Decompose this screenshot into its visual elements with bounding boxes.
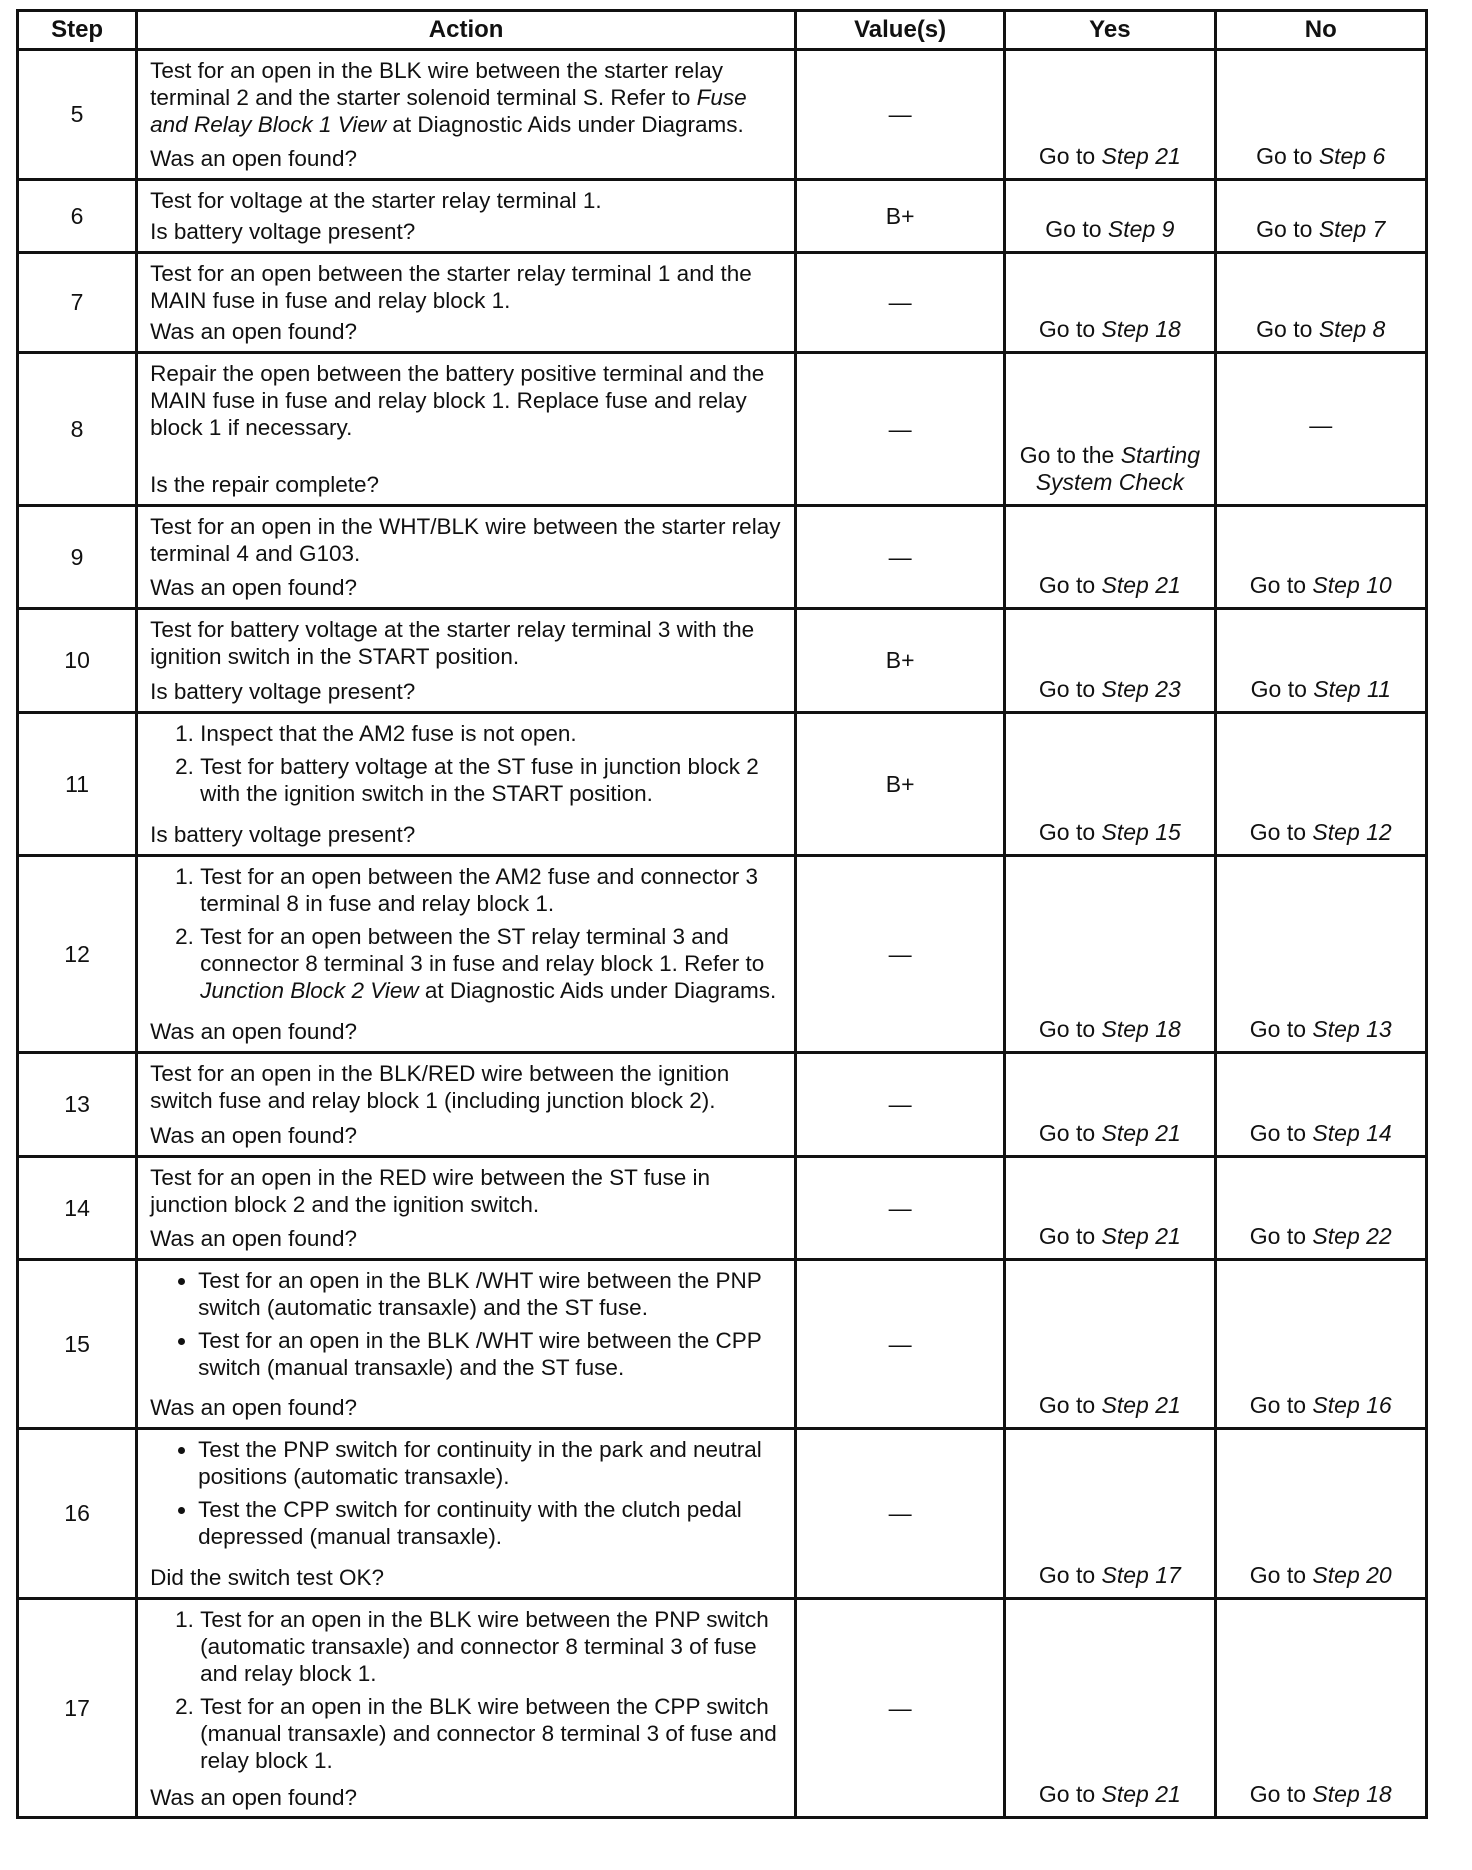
action-cell xyxy=(137,1157,796,1260)
value-cell: — xyxy=(796,1053,1005,1157)
yes-step-link[interactable]: Step 18 xyxy=(1101,316,1181,342)
yes-prefix: Go to xyxy=(1038,1120,1102,1146)
action-content xyxy=(138,354,794,504)
value-cell: — xyxy=(796,1157,1005,1260)
yes-cell xyxy=(1005,1053,1215,1157)
yes-step-link[interactable]: Step 21 xyxy=(1101,1781,1181,1807)
yes-prefix: Go to xyxy=(1038,316,1102,342)
yes-step-link[interactable]: Step 21 xyxy=(1101,1223,1181,1249)
table-row xyxy=(18,1599,1427,1818)
list-item xyxy=(200,863,786,917)
action-question: Did the switch test OK? xyxy=(150,1565,385,1590)
no-cell xyxy=(1215,253,1427,353)
no-cell xyxy=(1215,1599,1427,1818)
no-prefix: Go to xyxy=(1256,143,1319,169)
action-content xyxy=(138,610,794,711)
table-row xyxy=(18,1053,1427,1157)
action-question: Was an open found? xyxy=(150,1785,357,1810)
step-number: 5 xyxy=(18,50,137,180)
yes-step-link[interactable]: Step 21 xyxy=(1101,143,1181,169)
action-text: Test for battery voltage at the starter relay terminal 3 with the ignition switch in the START position. xyxy=(150,617,755,669)
step-number: 9 xyxy=(18,506,137,609)
list-item xyxy=(198,1496,786,1550)
step-number: 13 xyxy=(18,1053,137,1157)
yes-cell xyxy=(1005,353,1215,506)
value-cell: B+ xyxy=(796,180,1005,253)
no-step-link[interactable]: Step 14 xyxy=(1312,1120,1392,1146)
yes-step-link[interactable]: Step 23 xyxy=(1101,676,1181,702)
no-step-link[interactable]: Step 8 xyxy=(1318,316,1386,342)
action-text: Test for an open in the BLK wire between the CPP switch (manual transaxle) and connector 8 terminal 3 of fuse and relay block 1. xyxy=(200,1694,777,1773)
action-content xyxy=(138,1430,794,1597)
no-cell xyxy=(1215,1429,1427,1599)
no-dash: — xyxy=(1309,411,1333,438)
value-cell: — xyxy=(796,1429,1005,1599)
action-cell xyxy=(137,1599,796,1818)
action-text: Inspect that the AM2 fuse is not open. xyxy=(200,721,577,746)
no-step-link[interactable]: Step 12 xyxy=(1312,819,1392,845)
action-cell xyxy=(137,856,796,1053)
action-text: Test for voltage at the starter relay terminal 1. xyxy=(150,188,602,213)
action-text: Test for an open between the AM2 fuse and connector 3 terminal 8 in fuse and relay block 1. xyxy=(200,864,759,916)
action-cell xyxy=(137,180,796,253)
value-cell: — xyxy=(796,50,1005,180)
yes-cell xyxy=(1005,180,1215,253)
step-number: 6 xyxy=(18,180,137,253)
action-text: Test for battery voltage at the ST fuse in junction block 2 with the ignition switch in the START position. xyxy=(200,754,759,806)
numbered-list xyxy=(150,1606,786,1774)
yes-cell xyxy=(1005,1260,1215,1429)
action-body xyxy=(150,513,786,570)
action-question: Was an open found? xyxy=(150,1226,357,1251)
yes-cell xyxy=(1005,506,1215,609)
action-body xyxy=(150,1060,786,1118)
step-number: 10 xyxy=(18,609,137,713)
diagnostic-table xyxy=(16,9,1428,1819)
action-text: Test for an open in the BLK /WHT wire between the PNP switch (automatic transaxle) and the ST fuse. xyxy=(198,1268,762,1320)
yes-cell xyxy=(1005,856,1215,1053)
no-prefix: Go to xyxy=(1249,572,1313,598)
header-yes: Yes xyxy=(1005,11,1215,50)
action-text: Test for an open in the BLK /WHT wire between the CPP switch (manual transaxle) and the ST fuse. xyxy=(198,1328,762,1380)
action-text: Test for an open between the starter relay terminal 1 and the MAIN fuse in fuse and relay block 1. xyxy=(150,261,752,313)
no-cell xyxy=(1215,506,1427,609)
action-text: Test for an open in the BLK wire between the PNP switch (automatic transaxle) and connector 8 terminal 3 of fuse and relay block 1. xyxy=(200,1607,769,1686)
table-row xyxy=(18,353,1427,506)
action-text: at Diagnostic Aids under Diagrams. xyxy=(418,978,777,1003)
action-question: Is battery voltage present? xyxy=(150,822,416,847)
action-cell xyxy=(137,506,796,609)
step-number: 8 xyxy=(18,353,137,506)
no-step-link[interactable]: Step 6 xyxy=(1318,143,1386,169)
action-content xyxy=(138,857,794,1051)
yes-prefix: Go to xyxy=(1038,1392,1102,1418)
action-question: Was an open found? xyxy=(150,1019,357,1044)
numbered-list xyxy=(150,720,786,807)
yes-step-link[interactable]: Step 18 xyxy=(1101,1016,1181,1042)
action-text: Test for an open in the BLK wire between the starter relay terminal 2 and the starter solenoid terminal S. Refer to xyxy=(150,58,723,110)
yes-prefix: Go to xyxy=(1038,676,1102,702)
action-content xyxy=(138,714,794,854)
yes-prefix: Go to xyxy=(1038,572,1102,598)
table-row xyxy=(18,609,1427,713)
step-number: 14 xyxy=(18,1157,137,1260)
action-cell xyxy=(137,1260,796,1429)
action-content xyxy=(138,1054,794,1155)
action-cell xyxy=(137,253,796,353)
header-row xyxy=(18,11,1427,50)
action-question: Is battery voltage present? xyxy=(150,679,416,704)
step-number: 12 xyxy=(18,856,137,1053)
yes-cell xyxy=(1005,1157,1215,1260)
header-no: No xyxy=(1215,11,1427,50)
action-body xyxy=(150,1164,786,1221)
action-text: Repair the open between the battery positive terminal and the MAIN fuse in fuse and relay block 1. Replace fuse and relay block 1 if necessary. xyxy=(150,361,765,440)
list-item xyxy=(198,1436,786,1490)
action-question: Was an open found? xyxy=(150,575,357,600)
value-cell: — xyxy=(796,1599,1005,1818)
table-row xyxy=(18,713,1427,856)
list-item xyxy=(198,1327,786,1381)
no-prefix: Go to xyxy=(1250,676,1314,702)
action-cell xyxy=(137,353,796,506)
no-step-link[interactable]: Step 22 xyxy=(1312,1223,1392,1249)
list-item xyxy=(200,753,786,807)
value-cell: B+ xyxy=(796,713,1005,856)
yes-step-link[interactable]: Step 9 xyxy=(1107,216,1175,242)
yes-prefix: Go to xyxy=(1038,1016,1102,1042)
yes-prefix: Go to xyxy=(1038,1781,1102,1807)
no-prefix: Go to xyxy=(1249,1120,1313,1146)
no-cell xyxy=(1215,180,1427,253)
bullet-list xyxy=(150,1436,786,1550)
action-body xyxy=(150,1267,786,1390)
yes-step-link[interactable]: Step 21 xyxy=(1101,572,1181,598)
value-cell: — xyxy=(796,353,1005,506)
action-question: Is battery voltage present? xyxy=(150,219,416,244)
yes-cell xyxy=(1005,1599,1215,1818)
table-row xyxy=(18,856,1427,1053)
no-cell xyxy=(1215,609,1427,713)
step-number: 16 xyxy=(18,1429,137,1599)
step-number: 17 xyxy=(18,1599,137,1818)
action-question: Was an open found? xyxy=(150,1123,357,1148)
action-body xyxy=(150,360,786,467)
step-number: 7 xyxy=(18,253,137,353)
yes-prefix: Go to xyxy=(1038,143,1102,169)
value-cell: — xyxy=(796,253,1005,353)
header-values: Value(s) xyxy=(796,11,1005,50)
action-body xyxy=(150,57,786,141)
step-number: 15 xyxy=(18,1260,137,1429)
value-cell: — xyxy=(796,506,1005,609)
table-row xyxy=(18,180,1427,253)
action-question: Was an open found? xyxy=(150,319,357,344)
no-prefix: Go to xyxy=(1249,1562,1313,1588)
yes-prefix: Go to xyxy=(1038,819,1102,845)
no-step-link[interactable]: Step 20 xyxy=(1312,1562,1392,1588)
yes-cell xyxy=(1005,50,1215,180)
table-row xyxy=(18,1157,1427,1260)
no-step-link[interactable]: Step 16 xyxy=(1312,1392,1392,1418)
yes-step-link[interactable]: Starting System Check xyxy=(1035,442,1200,495)
table-row xyxy=(18,253,1427,353)
action-content xyxy=(138,51,794,178)
no-prefix: Go to xyxy=(1249,1392,1313,1418)
action-content xyxy=(138,254,794,351)
no-step-link[interactable]: Step 7 xyxy=(1318,216,1386,242)
value-cell: — xyxy=(796,856,1005,1053)
no-prefix: Go to xyxy=(1249,819,1313,845)
action-cell xyxy=(137,1429,796,1599)
action-body xyxy=(150,1436,786,1560)
list-item xyxy=(200,720,786,747)
yes-step-link[interactable]: Step 21 xyxy=(1101,1120,1181,1146)
yes-step-link[interactable]: Step 21 xyxy=(1101,1392,1181,1418)
yes-cell xyxy=(1005,713,1215,856)
table-row xyxy=(18,1429,1427,1599)
bullet-list xyxy=(150,1267,786,1381)
action-content xyxy=(138,507,794,607)
action-body xyxy=(150,260,786,314)
list-item xyxy=(200,1606,786,1687)
list-item xyxy=(198,1267,786,1321)
action-body xyxy=(150,187,786,214)
header-step: Step xyxy=(18,11,137,50)
table-row xyxy=(18,506,1427,609)
no-prefix: Go to xyxy=(1256,316,1319,342)
action-text: Test the PNP switch for continuity in the park and neutral positions (automatic transaxle). xyxy=(198,1437,762,1489)
list-item xyxy=(200,1693,786,1774)
yes-step-link[interactable]: Step 17 xyxy=(1101,1562,1181,1588)
table-row xyxy=(18,50,1427,180)
action-cell xyxy=(137,1053,796,1157)
no-prefix: Go to xyxy=(1249,1223,1313,1249)
table-body xyxy=(18,50,1427,1818)
action-cell xyxy=(137,50,796,180)
no-step-link[interactable]: Step 18 xyxy=(1312,1781,1392,1807)
action-content xyxy=(138,1600,794,1816)
action-content xyxy=(138,1261,794,1427)
yes-prefix: Go to xyxy=(1045,216,1108,242)
no-cell xyxy=(1215,1157,1427,1260)
yes-cell xyxy=(1005,609,1215,713)
no-prefix: Go to xyxy=(1256,216,1319,242)
action-text: at Diagnostic Aids under Diagrams. xyxy=(386,112,744,137)
yes-cell xyxy=(1005,1429,1215,1599)
no-cell xyxy=(1215,713,1427,856)
table-row xyxy=(18,1260,1427,1429)
action-text: Test the CPP switch for continuity with the clutch pedal depressed (manual transaxle). xyxy=(198,1497,742,1549)
numbered-list xyxy=(150,863,786,1004)
no-step-link[interactable]: Step 13 xyxy=(1312,1016,1392,1042)
reference-link-text: Junction Block 2 View xyxy=(200,978,419,1003)
action-body xyxy=(150,1606,786,1780)
no-cell xyxy=(1215,1053,1427,1157)
no-prefix: Go to xyxy=(1249,1016,1313,1042)
step-number: 11 xyxy=(18,713,137,856)
no-cell xyxy=(1215,856,1427,1053)
action-question: Was an open found? xyxy=(150,146,357,171)
action-text: Test for an open between the ST relay terminal 3 and connector 8 terminal 3 in fuse and relay block 1. Refer to xyxy=(200,924,765,976)
no-prefix: Go to xyxy=(1249,1781,1313,1807)
value-cell: B+ xyxy=(796,609,1005,713)
no-cell xyxy=(1215,353,1427,506)
action-body xyxy=(150,616,786,674)
action-content xyxy=(138,1158,794,1258)
no-cell xyxy=(1215,1260,1427,1429)
action-text: Test for an open in the WHT/BLK wire between the starter relay terminal 4 and G103. xyxy=(150,514,781,566)
yes-prefix: Go to xyxy=(1038,1562,1102,1588)
yes-cell xyxy=(1005,253,1215,353)
action-text: Test for an open in the RED wire between the ST fuse in junction block 2 and the ignition switch. xyxy=(150,1165,711,1217)
list-item xyxy=(200,923,786,1004)
action-cell xyxy=(137,609,796,713)
no-step-link[interactable]: Step 10 xyxy=(1312,572,1392,598)
no-step-link[interactable]: Step 11 xyxy=(1313,676,1391,702)
action-text: Test for an open in the BLK/RED wire between the ignition switch fuse and relay block 1 (including junction block 2). xyxy=(150,1061,730,1113)
yes-prefix: Go to xyxy=(1038,1223,1102,1249)
yes-step-link[interactable]: Step 15 xyxy=(1101,819,1181,845)
header-action: Action xyxy=(137,11,796,50)
yes-prefix: Go to the xyxy=(1019,442,1121,468)
action-cell xyxy=(137,713,796,856)
value-cell: — xyxy=(796,1260,1005,1429)
reference-link-text: Fuse and Relay Block 1 View xyxy=(150,85,747,137)
action-body xyxy=(150,863,786,1014)
no-cell xyxy=(1215,50,1427,180)
action-content xyxy=(138,181,794,251)
action-question: Is the repair complete? xyxy=(150,472,380,497)
action-body xyxy=(150,720,786,817)
action-question: Was an open found? xyxy=(150,1395,357,1420)
